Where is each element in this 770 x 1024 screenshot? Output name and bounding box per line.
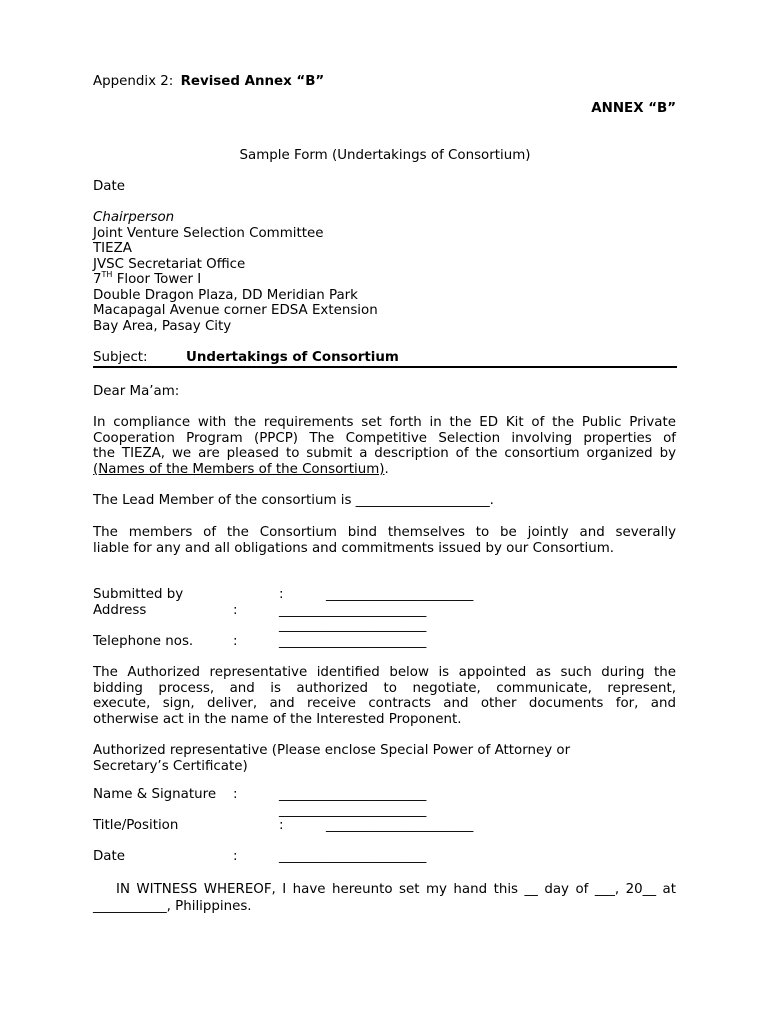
appendix-label: Appendix 2: [93, 74, 174, 89]
name-signature-blank-1: ______________________ [279, 787, 427, 802]
addressee-line6: Macapagal Avenue corner EDSA Extension [93, 303, 378, 318]
subject-value: Undertakings of Consortium [186, 350, 399, 365]
floor-number: 7 [93, 272, 102, 287]
para3-line3: execute, sign, deliver, and receive contracts and other documents for, and [93, 696, 676, 712]
name-signature-colon: : [233, 787, 238, 802]
para3-line2: bidding process, and is authorized to negotiate, communicate, represent, [93, 680, 676, 696]
para1-line4 [93, 462, 676, 478]
address-blank-2: ______________________ [279, 618, 427, 633]
appendix-heading [93, 74, 324, 90]
addressee-org: TIEZA [93, 241, 132, 256]
address-blank-1: ______________________ [279, 603, 427, 618]
addressee-line5: Double Dragon Plaza, DD Meridian Park [93, 288, 358, 303]
title-position-blank: ______________________ [326, 818, 474, 833]
addressee-office: JVSC Secretariat Office [93, 257, 246, 272]
title-position-label: Title/Position [93, 818, 179, 833]
addressee-committee: Joint Venture Selection Committee [93, 226, 324, 241]
para1-line1: In compliance with the requirements set forth in the ED Kit of the Public Private [93, 415, 676, 430]
authorized-line1: Authorized representative (Please enclose Special Power of Attorney or [93, 743, 571, 758]
telephone-blank: ______________________ [279, 634, 427, 649]
authorized-line2: Secretary’s Certificate) [93, 759, 248, 774]
submitted-by-label: Submitted by [93, 587, 184, 602]
compliance-paragraph [93, 415, 676, 477]
submitted-by-colon: : [279, 587, 284, 602]
para3-line4: otherwise act in the name of the Interested Proponent. [93, 711, 462, 727]
date-label: Date [93, 179, 126, 194]
floor-superscript: TH [101, 269, 113, 279]
para1-line2: Cooperation Program (PPCP) The Competitive Selection involving properties of [93, 430, 676, 446]
address-label: Address [93, 603, 147, 618]
annex-label: ANNEX “B” [591, 101, 676, 116]
para3-line1: The Authorized representative identified below is appointed as such during the [93, 665, 676, 680]
salutation: Dear Ma’am: [93, 384, 180, 399]
submitted-by-blank: ______________________ [326, 587, 474, 602]
signatory-date-label: Date [93, 849, 126, 864]
consortium-members-placeholder: (Names of the Members of the Consortium) [93, 461, 385, 477]
witness-line2: ___________, Philippines. [93, 899, 252, 914]
address-colon: : [233, 603, 238, 618]
addressee-line7: Bay Area, Pasay City [93, 319, 232, 334]
subject-label: Subject: [93, 350, 148, 365]
lead-member-line: The Lead Member of the consortium is ____________________. [93, 493, 494, 508]
telephone-label: Telephone nos. [93, 634, 194, 649]
appendix-title: Revised Annex “B” [180, 74, 325, 89]
para2-line1: The members of the Consortium bind themselves to be jointly and severally [93, 525, 676, 540]
para1-end: . [384, 461, 389, 477]
para1-line3: the TIEZA, we are pleased to submit a description of the consortium organized by [93, 446, 676, 462]
witness-line1: IN WITNESS WHEREOF, I have hereunto set my hand this __ day of ___, 20__ at [116, 882, 676, 897]
bind-paragraph [93, 525, 676, 556]
form-title: Sample Form (Undertakings of Consortium) [239, 148, 531, 163]
para2-line2: liable for any and all obligations and commitments issued by our Consortium. [93, 540, 615, 556]
signatory-date-colon: : [233, 849, 238, 864]
name-signature-blank-2: ______________________ [279, 803, 427, 818]
witness-line1-wrap [116, 882, 676, 898]
name-signature-label: Name & Signature [93, 787, 217, 802]
subject-rule [93, 366, 677, 368]
addressee-floor [93, 269, 202, 288]
authorized-paragraph [93, 665, 676, 727]
telephone-colon: : [233, 634, 238, 649]
title-position-colon: : [279, 818, 284, 833]
addressee-title: Chairperson [93, 210, 175, 225]
floor-rest: Floor Tower I [112, 272, 202, 287]
signatory-date-blank: ______________________ [279, 849, 427, 864]
